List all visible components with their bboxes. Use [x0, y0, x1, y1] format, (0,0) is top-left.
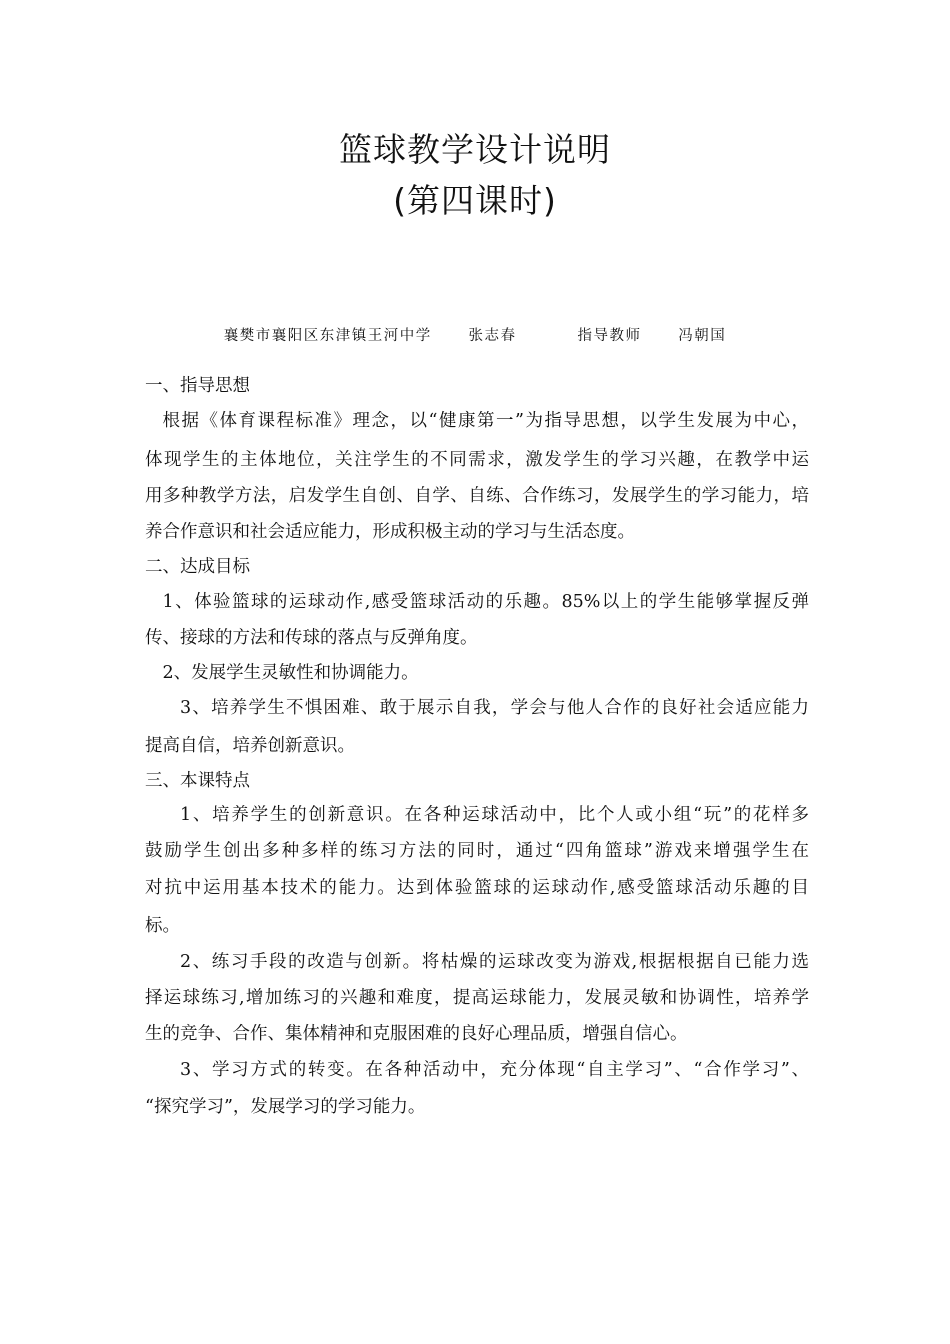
- text-line: 1、培养学生的创新意识。在各种运球活动中，比个人或小组“玩”的花样多: [180, 805, 809, 825]
- text-line: 鼓励学生创出多种多样的练习方法的同时，通过“四角篮球”游戏来增强学生在: [145, 841, 809, 861]
- text-line: 标。: [145, 916, 180, 936]
- section-heading: 一、指导思想: [145, 376, 250, 396]
- text-line: 用多种教学方法，启发学生自创、自学、自练、合作练习，发展学生的学习能力，培: [145, 486, 809, 506]
- text-line: 生的竞争、合作、集体精神和克服困难的良好心理品质，增强自信心。: [145, 1024, 688, 1044]
- text-line: 3、培养学生不惧困难、敢于展示自我，学会与他人合作的良好社会适应能力: [180, 698, 809, 718]
- text-line: 择运球练习,增加练习的兴趣和难度，提高运球能力，发展灵敏和协调性，培养学: [145, 988, 809, 1008]
- section-heading: 三、本课特点: [145, 771, 250, 791]
- text-line: 对抗中运用基本技术的能力。达到体验篮球的运球动作,感受篮球活动乐趣的目: [145, 878, 809, 898]
- text-line: 传、接球的方法和传球的落点与反弹角度。: [145, 628, 478, 648]
- text-line: 体现学生的主体地位，关注学生的不同需求，激发学生的学习兴趣，在教学中运: [145, 450, 809, 470]
- text-line: 2、练习手段的改造与创新。将枯燥的运球改变为游戏,根据根据自已能力选: [180, 952, 809, 972]
- text-line: 2、发展学生灵敏性和协调能力。: [162, 663, 419, 683]
- author-byline: 襄樊市襄阳区东津镇王河中学 张志春 指导教师 冯朝国: [223, 328, 727, 344]
- text-line: “探究学习”，发展学习的学习能力。: [145, 1097, 426, 1117]
- text-line: 提高自信，培养创新意识。: [145, 736, 355, 756]
- text-line: 养合作意识和社会适应能力，形成积极主动的学习与生活态度。: [145, 522, 635, 542]
- text-line: 3、学习方式的转变。在各种活动中，充分体现“自主学习”、“合作学习”、: [180, 1060, 809, 1080]
- document-title: 篮球教学设计说明: [339, 130, 611, 169]
- document-subtitle: (第四课时): [393, 181, 557, 220]
- text-line: 根据《体育课程标准》理念，以“健康第一”为指导思想，以学生发展为中心，: [162, 411, 809, 431]
- section-heading: 二、达成目标: [145, 557, 250, 577]
- text-line: 1、体验篮球的运球动作,感受篮球活动的乐趣。85%以上的学生能够掌握反弹: [162, 592, 809, 612]
